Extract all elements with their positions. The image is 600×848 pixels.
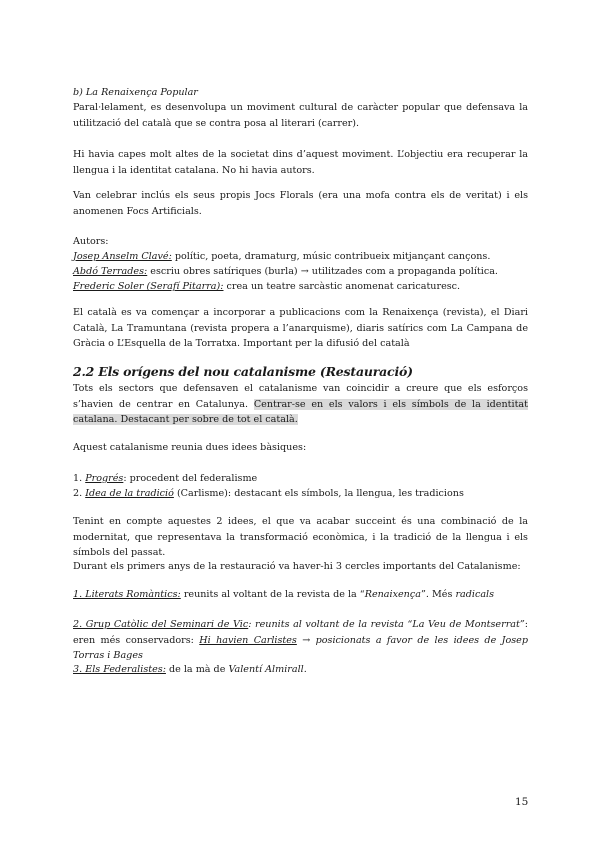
circle-label: 3. Els Federalistes: (73, 664, 166, 675)
section-b-title: b) La Renaixença Popular (73, 87, 198, 98)
circle-item (73, 662, 528, 678)
circle-text: de la mà de (165, 664, 229, 675)
circle-text: reunits al voltant de la revista de la “ (180, 589, 365, 600)
author-desc: polític, poeta, dramaturg, músic contribueix mitjançant cançons. (171, 251, 491, 262)
circle-text: ”. Més (420, 589, 456, 600)
section-2-2-paragraph-4: Durant els primers anys de la restauració va haver-hi 3 cercles importants del Catalanisme: (73, 561, 521, 572)
section-b-paragraph-1: Paral·lelament, es desenvolupa un moviment cultural de caràcter popular que defensava la utilització del català que se contra posa al literari (carrer). (73, 102, 528, 129)
idea-desc: : procedent del federalisme (123, 473, 258, 484)
circle-text-emphasis: Valentí Almirall (228, 664, 304, 675)
circle-text: : eren més conservadors: (73, 619, 528, 646)
page-number: 15 (515, 796, 529, 808)
author-name: Abdó Terrades: (73, 266, 148, 277)
section-b-paragraph-4: El català es va començar a incorporar a publicacions com la Renaixença (revista), el Diari Català, La Tramuntana (revista propera a l’anarquisme), diaris satírics com La Campana de Gràcia o L’Esquella de la Torratxa. Important per la difusió del català (73, 307, 528, 349)
author-item (73, 279, 528, 295)
author-item (73, 264, 528, 280)
author-desc: escriu obres satíriques (burla) → utilitzades com a propaganda política. (147, 266, 498, 277)
idea-desc: (Carlisme): destacant els símbols, la llengua, les tradicions (173, 488, 464, 499)
idea-number: 1. (73, 473, 86, 484)
section-2-2-paragraph-2: Aquest catalanisme reunia dues idees bàsiques: (73, 442, 307, 453)
idea-name: Idea de la tradició (85, 488, 174, 499)
author-name: Frederic Soler (Serafí Pitarra): (73, 281, 224, 292)
idea-item (73, 471, 528, 487)
author-name: Josep Anselm Clavé: (73, 251, 172, 262)
circle-label: 1. Literats Romàntics: (73, 589, 181, 600)
idea-item (73, 486, 528, 502)
circle-text-emphasis: radicals (455, 589, 495, 600)
idea-number: 2. (73, 488, 86, 499)
circle-text: . (303, 664, 307, 675)
author-item (73, 249, 528, 265)
section-2-2-paragraph-1 (73, 381, 528, 428)
section-b-paragraph-3: Van celebrar inclús els seus propis Jocs Florals (era una mofa contra els de veritat) i els anomenen Focs Artificials. (73, 190, 528, 217)
authors-label: Autors: (73, 236, 109, 247)
highlighted-text: Centrar-se en els valors i els símbols de la identitat catalana. Destacant per sobre de tot el català. (73, 398, 529, 425)
circle-text: → posicionats a favor de les idees de Josep Torras i Bages (73, 634, 528, 661)
section-2-2-paragraph-3: Tenint en compte aquestes 2 idees, el que va acabar succeint és una combinació de la modernitat, que representava la transformació econòmica, i la tradició de la llengua i els símbols del passat. (73, 516, 528, 558)
circle-text-emphasis: Renaixença (364, 589, 421, 600)
section-b-paragraph-2: Hi havia capes molt altes de la societat dins d’aquest moviment. L’objectiu era recuperar la llengua i la identitat catalana. No hi havia autors. (73, 149, 528, 176)
author-desc: crea un teatre sarcàstic anomenat caricaturesc. (223, 281, 461, 292)
circle-text: : reunits al voltant de la revista “La Veu de Montserrat” (248, 619, 525, 630)
paragraph-text: Tots els sectors que defensaven el catalanisme van coincidir a creure que els esforços s’havien de centrar en Catalunya. (73, 383, 528, 410)
circle-link: Hi havien Carlistes (199, 634, 297, 646)
section-heading: 2.2 Els orígens del nou catalanisme (Restauració) (73, 364, 413, 379)
circle-item (73, 587, 528, 603)
circle-item (73, 617, 528, 664)
idea-name: Progrés (85, 473, 124, 484)
circle-label: 2. Grup Catòlic del Seminari de Vic (73, 619, 249, 630)
